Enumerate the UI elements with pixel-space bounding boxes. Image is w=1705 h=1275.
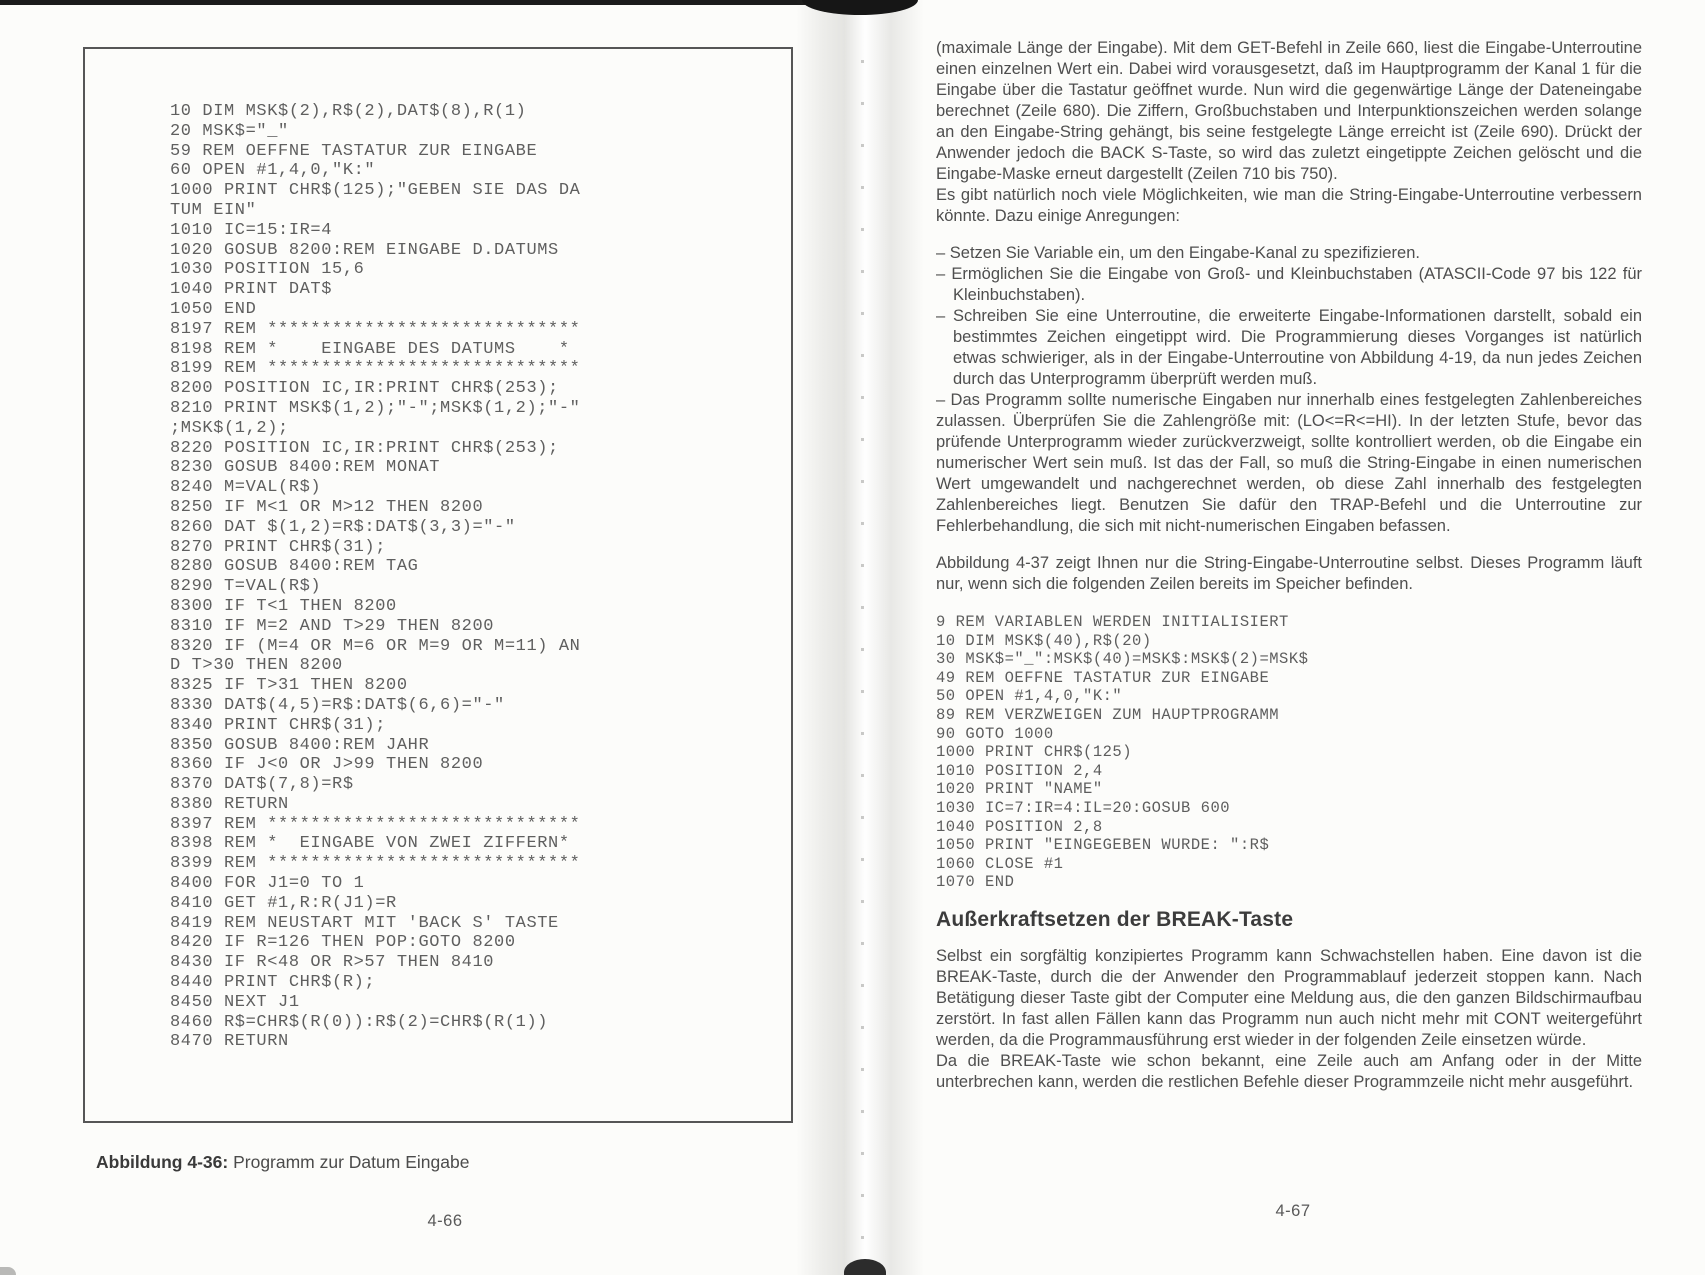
- code-line: 8420 IF R=126 THEN POP:GOTO 8200: [170, 933, 516, 953]
- figure-caption-label: Abbildung 4-36:: [96, 1152, 229, 1172]
- code-line: 8198 REM * EINGABE DES DATUMS *: [170, 339, 570, 359]
- code-line: 1030 POSITION 15,6: [170, 260, 365, 280]
- code-line: 8330 DAT$(4,5)=R$:DAT$(6,6)="-": [170, 695, 505, 715]
- paragraph: (maximale Länge der Eingabe). Mit dem GET-Befehl in Zeile 660, liest die Eingabe-Unterroutine einen einzelnen Wert ein. Dabei wird vorausgesetzt, daß im Hauptprogramm der Kanal 1 für die Eingabe über die Tastatur geöffnet wurde. Nun wird die gegenwärtige Länge der Dateneingabe berechnet (Zeile 680). Die Ziffern, Großbuchstaben und Interpunktionszeichen werden solange an den Eingabe-String gehängt, bis seine festgelegte Länge erreicht ist (Zeile 690). Drückt der Anwender jedoch die BACK S-Taste, so wird das zuletzt eingetippte Zeichen gelöscht und die Eingabe-Maske erneut dargestellt (Zeilen 710 bis 750).: [936, 39, 1642, 183]
- photo-corner-shadow: [0, 1267, 16, 1275]
- suggestion-list: [936, 243, 1642, 537]
- code-line: 9 REM VARIABLEN WERDEN INITIALISIERT: [936, 613, 1289, 631]
- spine-stitching: [861, 60, 864, 1250]
- code-listing-left: [170, 102, 580, 1052]
- code-line: 10 DIM MSK$(40),R$(20): [936, 631, 1152, 650]
- code-line: 1050 END: [170, 299, 257, 319]
- code-line: 1070 END: [936, 873, 1015, 892]
- code-line: 49 REM OEFFNE TASTATUR ZUR EINGABE: [936, 668, 1270, 687]
- code-line: 8400 FOR J1=0 TO 1: [170, 874, 365, 894]
- code-line: 1010 POSITION 2,4: [936, 761, 1103, 780]
- code-line: 8340 PRINT CHR$(31);: [170, 715, 387, 735]
- code-line: 8270 PRINT CHR$(31);: [170, 537, 387, 557]
- code-line: 90 GOTO 1000: [936, 724, 1054, 743]
- code-line: 1060 CLOSE #1: [936, 854, 1064, 873]
- code-listing-right: [936, 613, 1642, 892]
- code-line: 8197 REM *****************************: [170, 319, 581, 339]
- code-line: 8220 POSITION IC,IR:PRINT CHR$(253);: [170, 438, 559, 458]
- code-line: 8370 DAT$(7,8)=R$: [170, 775, 354, 795]
- code-line: 1040 POSITION 2,8: [936, 817, 1103, 836]
- code-line: 8410 GET #1,R:R(J1)=R: [170, 893, 397, 913]
- code-line: 8300 IF T<1 THEN 8200: [170, 596, 397, 616]
- code-line: 8240 M=VAL(R$): [170, 478, 322, 498]
- right-page: [936, 38, 1642, 1093]
- code-line: TUM EIN": [170, 200, 257, 220]
- paragraph: Es gibt natürlich noch viele Möglichkeiten, wie man die String-Eingabe-Unterroutine verbessern könnte. Dazu einige Anregungen:: [936, 186, 1642, 225]
- code-line: 8430 IF R<48 OR R>57 THEN 8410: [170, 953, 495, 973]
- code-line: 8399 REM *****************************: [170, 854, 581, 874]
- code-line: 8310 IF M=2 AND T>29 THEN 8200: [170, 616, 495, 636]
- figure-caption: [96, 1152, 469, 1173]
- code-line: 8397 REM *****************************: [170, 814, 581, 834]
- code-line: 1010 IC=15:IR=4: [170, 220, 333, 240]
- code-line: 1040 PRINT DAT$: [170, 280, 333, 300]
- code-line: 8210 PRINT MSK$(1,2);"-";MSK$(1,2);"-": [170, 398, 581, 418]
- book-spine-gutter: [796, 0, 924, 1275]
- code-line: D T>30 THEN 8200: [170, 656, 343, 676]
- paragraph: Da die BREAK-Taste wie schon bekannt, eine Zeile auch am Anfang oder in der Mitte unterbrechen kann, werden die restlichen Befehle dieser Programmzeile nicht mehr ausgeführt.: [936, 1051, 1642, 1091]
- page-number-right: 4-67: [1275, 1202, 1311, 1220]
- code-line: 8325 IF T>31 THEN 8200: [170, 676, 408, 696]
- code-line: 8200 POSITION IC,IR:PRINT CHR$(253);: [170, 379, 559, 399]
- code-line: 8320 IF (M=4 OR M=6 OR M=9 OR M=11) AN: [170, 636, 581, 656]
- code-line: 8260 DAT $(1,2)=R$:DAT$(3,3)="-": [170, 517, 516, 537]
- code-line: 59 REM OEFFNE TASTATUR ZUR EINGABE: [170, 141, 538, 161]
- list-item: – Das Programm sollte numerische Eingaben nur innerhalb eines festgelegten Zahlenbereiches zulassen. Überprüfen Sie die Zahlengröße mit: (LO<=R<=HI). In der letzten Stufe, bevor das prüfende Unterprogramm wieder zurückverzweigt, sollte kontrolliert werden, ob die Eingabe ein numerischer Wert sein muß. Ist das der Fall, so muß die String-Eingabe in einen numerischen Wert umgewandelt und nachgerechnet werden, ob diese Zahl innerhalb des festgelegten Zahlenbereiches liegt. Benutzen Sie dafür den TRAP-Befehl und die Unterroutine zur Fehlerbehandlung, die sich mit nicht-numerischen Eingaben befassen.: [936, 391, 1642, 535]
- list-item: – Schreiben Sie eine Unterroutine, die erweiterte Eingabe-Informationen darstellt, sobald ein bestimmtes Zeichen eingetippt wird. Die Programmierung dieses Vorganges ist natürlich etwas schwieriger, als in der Eingabe-Unterroutine von Abbildung 4-19, da nun jedes Zeichen durch das Unterprogramm überprüft werden muß.: [936, 307, 1642, 388]
- paragraph: Selbst ein sorgfältig konzipiertes Programm kann Schwachstellen haben. Eine davon ist die BREAK-Taste, durch die der Anwender den Programmablauf jederzeit stoppen kann. Nach Betätigung dieser Taste gibt der Computer eine Meldung aus, die den ganzen Bildschirmaufbau zerstört. In fast allen Fällen kann das Programm nun auch nicht mehr mit CONT weitergeführt werden, da die Programmausführung erst wieder in der folgenden Zeile einsetzen würde.: [936, 946, 1642, 1049]
- code-line: 8360 IF J<0 OR J>99 THEN 8200: [170, 755, 484, 775]
- code-line: 1000 PRINT CHR$(125): [936, 743, 1133, 762]
- list-item: – Ermöglichen Sie die Eingabe von Groß- und Kleinbuchstaben (ATASCII-Code 97 bis 122 für Kleinbuchstaben).: [936, 265, 1642, 304]
- code-line: 30 MSK$="_":MSK$(40)=MSK$:MSK$(2)=MSK$: [936, 650, 1309, 669]
- code-line: 89 REM VERZWEIGEN ZUM HAUPTPROGRAMM: [936, 705, 1280, 724]
- photo-top-edge: [0, 0, 852, 5]
- code-line: 8450 NEXT J1: [170, 992, 300, 1012]
- code-line: 8230 GOSUB 8400:REM MONAT: [170, 458, 441, 478]
- code-line: 1030 IC=7:IR=4:IL=20:GOSUB 600: [936, 798, 1231, 817]
- code-line: 1020 PRINT "NAME": [936, 780, 1103, 799]
- code-line: 8290 T=VAL(R$): [170, 577, 322, 597]
- code-line: 8460 R$=CHR$(R(0)):R$(2)=CHR$(R(1)): [170, 1012, 549, 1032]
- code-line: 8440 PRINT CHR$(R);: [170, 973, 376, 993]
- code-line: 20 MSK$="_": [170, 121, 289, 141]
- paragraph: Abbildung 4-37 zeigt Ihnen nur die String-Eingabe-Unterroutine selbst. Dieses Programm läuft nur, wenn sich die folgenden Zeilen bereits im Speicher befinden.: [936, 554, 1642, 593]
- code-line: 8350 GOSUB 8400:REM JAHR: [170, 735, 430, 755]
- figure-caption-text: Programm zur Datum Eingabe: [228, 1152, 470, 1172]
- code-line: 50 OPEN #1,4,0,"K:": [936, 687, 1123, 706]
- code-line: 10 DIM MSK$(2),R$(2),DAT$(8),R(1): [170, 102, 527, 121]
- page-number-left: 4-66: [427, 1212, 463, 1230]
- code-line: 8199 REM *****************************: [170, 359, 581, 379]
- code-line: 1000 PRINT CHR$(125);"GEBEN SIE DAS DA: [170, 181, 581, 201]
- code-line: 8280 GOSUB 8400:REM TAG: [170, 557, 419, 577]
- code-line: 1020 GOSUB 8200:REM EINGABE D.DATUMS: [170, 240, 559, 260]
- code-line: 8470 RETURN: [170, 1032, 289, 1052]
- code-line: 8419 REM NEUSTART MIT 'BACK S' TASTE: [170, 913, 559, 933]
- section-heading: Außerkraftsetzen der BREAK-Taste: [936, 907, 1294, 931]
- code-line: 60 OPEN #1,4,0,"K:": [170, 161, 376, 181]
- code-line: 8250 IF M<1 OR M>12 THEN 8200: [170, 497, 484, 517]
- code-line: ;MSK$(1,2);: [170, 418, 289, 438]
- list-item: – Setzen Sie Variable ein, um den Eingabe-Kanal zu spezifizieren.: [936, 244, 1420, 262]
- code-line: 8398 REM * EINGABE VON ZWEI ZIFFERN*: [170, 834, 570, 854]
- code-line: 1050 PRINT "EINGEGEBEN WURDE: ":R$: [936, 836, 1270, 855]
- code-line: 8380 RETURN: [170, 794, 289, 814]
